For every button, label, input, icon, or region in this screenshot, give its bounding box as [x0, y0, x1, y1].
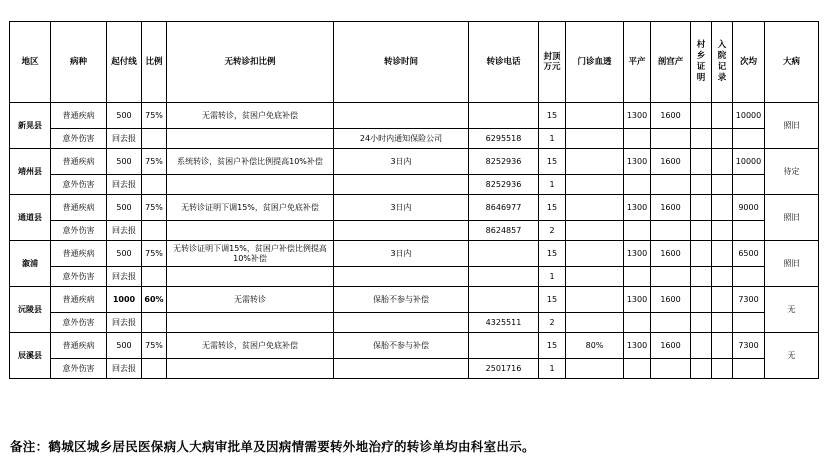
deduct-cell: 系统转诊，贫困户补偿比例提高10%补偿 [167, 149, 334, 175]
disease-cell: 意外伤害 [51, 267, 107, 287]
table-row [10, 241, 819, 267]
normal-birth-cell: 1300 [624, 333, 651, 359]
dialysis-cell [566, 287, 624, 313]
transfer-time-cell: 24小时内通知保险公司 [334, 129, 469, 149]
admission-cell [712, 103, 733, 129]
normal-birth-cell: 1300 [624, 241, 651, 267]
normal-birth-cell: 1300 [624, 195, 651, 221]
cap-cell: 15 [539, 195, 566, 221]
deduct-cell [167, 359, 334, 379]
transfer-phone-cell: 8252936 [469, 149, 539, 175]
empty-cell [712, 359, 733, 379]
transfer-phone-cell: 8646977 [469, 195, 539, 221]
dialysis-cell [566, 195, 624, 221]
threshold-cell: 回去报 [107, 313, 142, 333]
threshold-cell: 1000 [107, 287, 142, 313]
major-cell: 照旧 [765, 103, 819, 149]
admission-cell [712, 195, 733, 221]
normal-birth-cell: 1300 [624, 103, 651, 129]
transfer-time-cell [334, 175, 469, 195]
empty-cell [566, 221, 624, 241]
threshold-cell: 500 [107, 103, 142, 129]
empty-cell [651, 267, 691, 287]
per-visit-cell: 9000 [733, 195, 765, 221]
disease-cell: 意外伤害 [51, 129, 107, 149]
cap-cell: 1 [539, 129, 566, 149]
table-row [10, 103, 819, 129]
admission-cell [712, 149, 733, 175]
region-cell: 新晃县 [10, 103, 51, 149]
header-major: 大病 [765, 22, 819, 103]
empty-cell [691, 175, 712, 195]
cap-cell: 15 [539, 287, 566, 313]
deduct-cell [167, 313, 334, 333]
threshold-cell: 回去报 [107, 267, 142, 287]
cap-cell: 2 [539, 313, 566, 333]
disease-cell: 普通疾病 [51, 241, 107, 267]
threshold-cell: 回去报 [107, 359, 142, 379]
header-admission [712, 22, 733, 103]
ratio-cell [142, 129, 167, 149]
cesarean-cell: 1600 [651, 241, 691, 267]
transfer-time-cell: 3日内 [334, 241, 469, 267]
empty-cell [691, 359, 712, 379]
empty-cell [566, 313, 624, 333]
deduct-cell [167, 129, 334, 149]
empty-cell [712, 267, 733, 287]
transfer-phone-cell [469, 103, 539, 129]
disease-cell: 普通疾病 [51, 195, 107, 221]
transfer-phone-cell: 8624857 [469, 221, 539, 241]
header-transfer-time: 转诊时间 [334, 22, 469, 103]
dialysis-cell [566, 103, 624, 129]
village-cert-cell [691, 287, 712, 313]
empty-cell [624, 359, 651, 379]
disease-cell: 普通疾病 [51, 287, 107, 313]
transfer-phone-cell [469, 287, 539, 313]
cap-cell: 15 [539, 149, 566, 175]
header-threshold: 起付线 [107, 22, 142, 103]
empty-cell [566, 359, 624, 379]
admission-cell [712, 333, 733, 359]
region-cell: 辰溪县 [10, 333, 51, 379]
transfer-phone-cell: 8252936 [469, 175, 539, 195]
cesarean-cell: 1600 [651, 287, 691, 313]
empty-cell [651, 313, 691, 333]
threshold-cell: 回去报 [107, 129, 142, 149]
disease-cell: 普通疾病 [51, 333, 107, 359]
normal-birth-cell: 1300 [624, 149, 651, 175]
threshold-cell: 500 [107, 195, 142, 221]
table-row [10, 175, 819, 195]
ratio-cell: 75% [142, 195, 167, 221]
header-normal-birth: 平产 [624, 22, 651, 103]
transfer-phone-cell: 2501716 [469, 359, 539, 379]
header-ratio: 比例 [142, 22, 167, 103]
table-row [10, 313, 819, 333]
table-row [10, 333, 819, 359]
empty-cell [651, 221, 691, 241]
empty-cell [691, 221, 712, 241]
deduct-cell: 无需转诊，贫困户免底补偿 [167, 333, 334, 359]
header-village-cert [691, 22, 712, 103]
table-body [10, 103, 819, 379]
footer-note: 备注：鹤城区城乡居民医保病人大病审批单及因病情需要转外地治疗的转诊单均由科室出示。 [10, 439, 535, 454]
empty-cell [712, 313, 733, 333]
reimbursement-table [9, 21, 819, 379]
threshold-cell: 500 [107, 241, 142, 267]
deduct-cell [167, 175, 334, 195]
region-cell: 靖州县 [10, 149, 51, 195]
transfer-time-cell [334, 103, 469, 129]
threshold-cell: 500 [107, 149, 142, 175]
header-cap-text: 封顶万元 [543, 52, 561, 72]
transfer-time-cell: 3日内 [334, 195, 469, 221]
empty-cell [624, 175, 651, 195]
transfer-phone-cell [469, 241, 539, 267]
region-cell: 溆浦 [10, 241, 51, 287]
normal-birth-cell: 1300 [624, 287, 651, 313]
major-cell: 照旧 [765, 241, 819, 287]
header-per-visit: 次均 [733, 22, 765, 103]
transfer-time-cell [334, 313, 469, 333]
disease-cell: 意外伤害 [51, 359, 107, 379]
ratio-cell [142, 175, 167, 195]
cap-cell: 15 [539, 103, 566, 129]
village-cert-cell [691, 241, 712, 267]
transfer-time-cell: 3日内 [334, 149, 469, 175]
table-row [10, 287, 819, 313]
header-disease: 病种 [51, 22, 107, 103]
table-row [10, 267, 819, 287]
transfer-time-cell: 保胎不参与补偿 [334, 287, 469, 313]
cesarean-cell: 1600 [651, 103, 691, 129]
empty-cell [624, 267, 651, 287]
empty-cell [733, 313, 765, 333]
empty-cell [566, 129, 624, 149]
table-row [10, 359, 819, 379]
disease-cell: 普通疾病 [51, 103, 107, 129]
table-row [10, 195, 819, 221]
admission-cell [712, 287, 733, 313]
major-cell: 无 [765, 333, 819, 379]
empty-cell [733, 175, 765, 195]
empty-cell [651, 359, 691, 379]
header-cap [539, 22, 566, 103]
cap-cell: 2 [539, 221, 566, 241]
threshold-cell: 回去报 [107, 175, 142, 195]
empty-cell [712, 175, 733, 195]
cap-cell: 15 [539, 333, 566, 359]
table-row [10, 129, 819, 149]
region-cell: 通道县 [10, 195, 51, 241]
dialysis-cell [566, 241, 624, 267]
header-village-cert-text: 村乡证明 [696, 40, 706, 83]
cesarean-cell: 1600 [651, 195, 691, 221]
transfer-time-cell [334, 267, 469, 287]
empty-cell [651, 175, 691, 195]
ratio-cell: 75% [142, 103, 167, 129]
empty-cell [691, 129, 712, 149]
village-cert-cell [691, 103, 712, 129]
major-cell: 待定 [765, 149, 819, 195]
empty-cell [624, 221, 651, 241]
disease-cell: 普通疾病 [51, 149, 107, 175]
cesarean-cell: 1600 [651, 149, 691, 175]
cap-cell: 1 [539, 359, 566, 379]
threshold-cell: 500 [107, 333, 142, 359]
ratio-cell [142, 313, 167, 333]
ratio-cell [142, 221, 167, 241]
per-visit-cell: 6500 [733, 241, 765, 267]
ratio-cell [142, 267, 167, 287]
deduct-cell [167, 267, 334, 287]
village-cert-cell [691, 195, 712, 221]
major-cell: 无 [765, 287, 819, 333]
deduct-cell: 无需转诊 [167, 287, 334, 313]
cap-cell: 15 [539, 241, 566, 267]
header-region: 地区 [10, 22, 51, 103]
cesarean-cell: 1600 [651, 333, 691, 359]
empty-cell [733, 221, 765, 241]
ratio-cell: 75% [142, 149, 167, 175]
threshold-cell: 回去报 [107, 221, 142, 241]
empty-cell [712, 221, 733, 241]
table-row [10, 221, 819, 241]
disease-cell: 意外伤害 [51, 313, 107, 333]
header-row [10, 22, 819, 103]
deduct-cell: 无转诊证明下调15%，贫困户免底补偿 [167, 195, 334, 221]
admission-cell [712, 241, 733, 267]
empty-cell [691, 313, 712, 333]
transfer-phone-cell [469, 333, 539, 359]
header-cesarean: 剖宫产 [651, 22, 691, 103]
transfer-time-cell [334, 359, 469, 379]
deduct-cell: 无转诊证明下调15%，贫困户补偿比例提高10%补偿 [167, 241, 334, 267]
header-deduct: 无转诊扣比例 [167, 22, 334, 103]
empty-cell [566, 267, 624, 287]
cap-cell: 1 [539, 175, 566, 195]
disease-cell: 意外伤害 [51, 175, 107, 195]
empty-cell [733, 267, 765, 287]
per-visit-cell: 10000 [733, 149, 765, 175]
empty-cell [691, 267, 712, 287]
empty-cell [624, 129, 651, 149]
deduct-cell [167, 221, 334, 241]
table-row [10, 149, 819, 175]
ratio-cell: 60% [142, 287, 167, 313]
village-cert-cell [691, 149, 712, 175]
per-visit-cell: 7300 [733, 333, 765, 359]
empty-cell [651, 129, 691, 149]
header-transfer-phone: 转诊电话 [469, 22, 539, 103]
header-admission-text: 入院记录 [717, 40, 727, 83]
ratio-cell: 75% [142, 241, 167, 267]
transfer-phone-cell [469, 267, 539, 287]
empty-cell [624, 313, 651, 333]
per-visit-cell: 10000 [733, 103, 765, 129]
deduct-cell: 无需转诊，贫困户免底补偿 [167, 103, 334, 129]
major-cell: 照旧 [765, 195, 819, 241]
dialysis-cell [566, 149, 624, 175]
empty-cell [712, 129, 733, 149]
transfer-phone-cell: 6295518 [469, 129, 539, 149]
region-cell: 沅陵县 [10, 287, 51, 333]
transfer-time-cell [334, 221, 469, 241]
village-cert-cell [691, 333, 712, 359]
transfer-time-cell: 保胎不参与补偿 [334, 333, 469, 359]
cap-cell: 1 [539, 267, 566, 287]
ratio-cell: 75% [142, 333, 167, 359]
per-visit-cell: 7300 [733, 287, 765, 313]
header-dialysis: 门诊血透 [566, 22, 624, 103]
dialysis-cell: 80% [566, 333, 624, 359]
empty-cell [733, 129, 765, 149]
empty-cell [733, 359, 765, 379]
disease-cell: 意外伤害 [51, 221, 107, 241]
transfer-phone-cell: 4325511 [469, 313, 539, 333]
empty-cell [566, 175, 624, 195]
ratio-cell [142, 359, 167, 379]
